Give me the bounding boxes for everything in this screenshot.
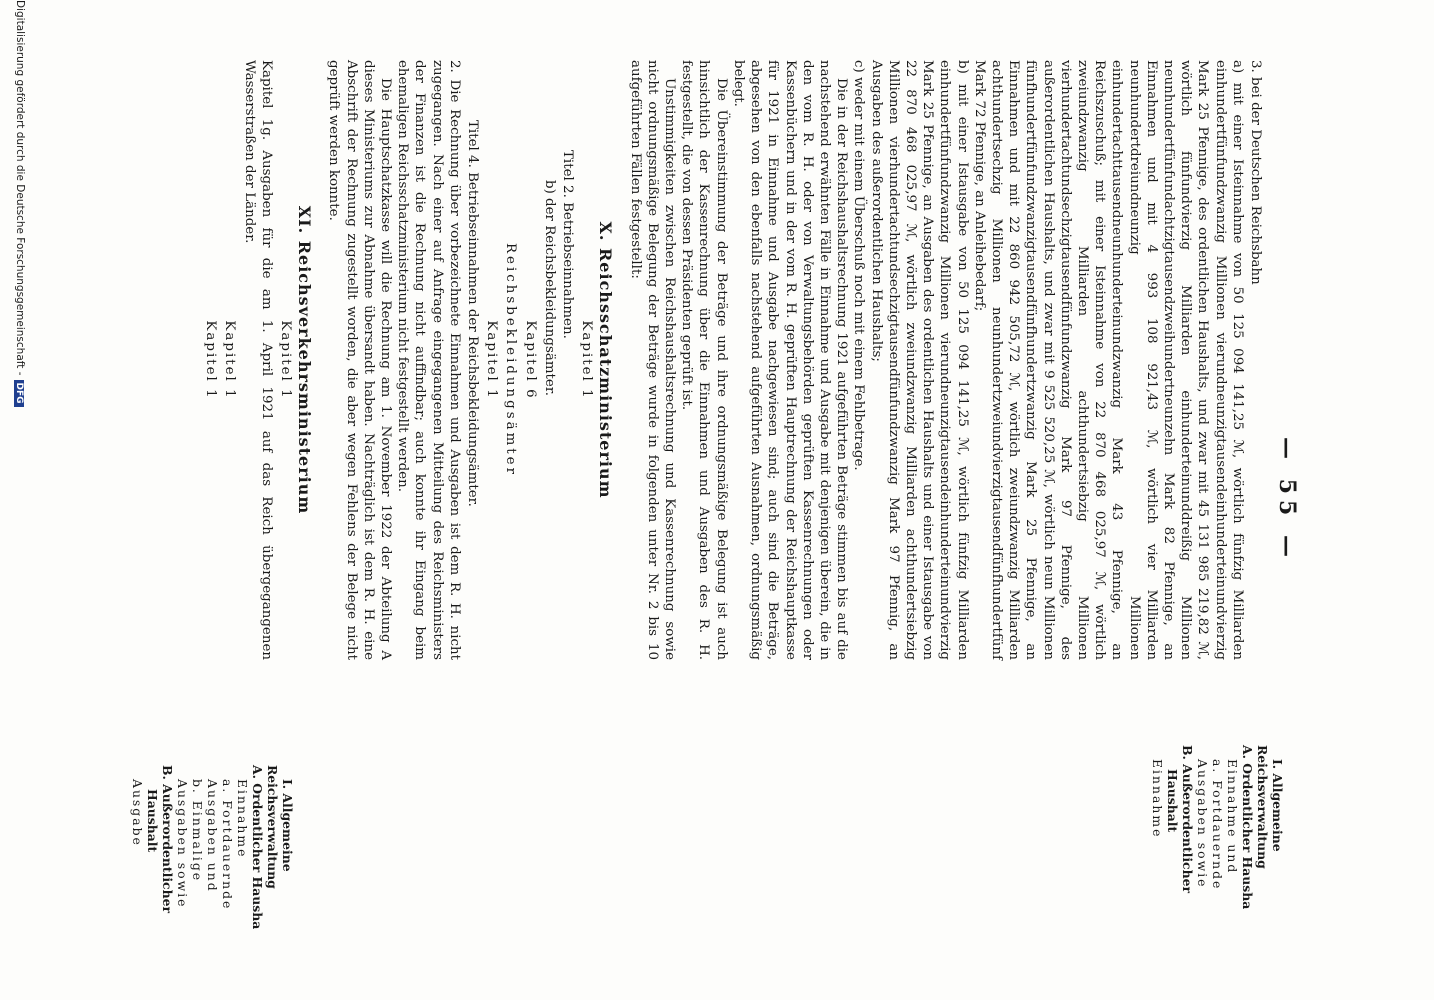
kapitel-1g: Kapitel 1g. Ausgaben für die am 1. April 1921 auf das Reich übergegangenen Wasserstraßen der Länder. [241, 60, 274, 660]
side1-line: I. Allgemeine [1270, 759, 1285, 852]
side2-line: Ausgabe [130, 779, 145, 847]
reichsbekleidungsaemter-heading: Reichsbekleidungsämter [503, 242, 519, 478]
section3-heading: 3. bei der Deutschen Reichsbahn [1248, 60, 1263, 285]
footer-text: Digitalisierung gefördert durch die Deutsche Forschungsgemeinschaft - [14, 0, 26, 376]
titel-2-b: b) der Reichsbekleidungsämter. [541, 180, 557, 397]
paragraph-2: Die Übereinstimmung der Beträge und ihre ordnungsmäßige Belegung ist auch hinsichtlich der Kassenrechnung über die Einnahmen und Ausgaben des R. H. festgestellt, die von dessen Präsidenten geprüft ist. [679, 60, 729, 660]
titel-4: Titel 4. Betriebseinnahmen der Reichsbekleidungsämter. [465, 120, 481, 507]
page-number: — 55 — [1274, 437, 1300, 563]
titel-2: Titel 2. Betriebseinnahmen. [560, 150, 576, 339]
side2-line: b. Einmalige [190, 779, 205, 883]
side2-line: Einnahme [235, 779, 250, 859]
section-x-kapitel: Kapitel 1 [579, 320, 595, 400]
side1-line: Einnahme und [1225, 759, 1240, 875]
section-x-title: X. Reichsschatzministerium [596, 221, 616, 499]
side2-line: A. Ordentlicher Hausha [250, 765, 265, 930]
paragraph-3: Unstimmigkeiten zwischen Reichshaushaltsrechnung und Kassenrechnung sowie nicht ordnungsmäßige Belegung der Beträge wurde in folgenden unter Nr. 2 bis 10 aufgeführten Fällen festgestellt: [627, 60, 678, 660]
item-b: b) mit einer Istausgabe von 50 125 094 141,25 ℳ, wörtlich fünfzig Milliarden einhundertfünfundzwanzig Millionen vierundneunzigtausendeinhunderteinundvierzig Mark 25 Pfennige, an Ausgaben des ordentlichen Haushalts und einer Istausgabe von 22 870 468 025,97 ℳ, wörtlich zweiundzwanzig Milliarden achthundertsiebzig Millionen vierhundertachtundsechzigtausendfünfundzwanzig Mark 97 Pfennig, an Ausgaben des außerordentlichen Haushalts; [868, 60, 970, 660]
section-xi-kapitel-1b: Kapitel 1 [203, 320, 219, 400]
side1-line: Einnahme [1150, 759, 1165, 839]
paragraph-2b: Die Hauptschatzkasse will die Rechnung am 1. November 1922 der Abteilung A dieses Ministeriums zur Abnahme übersandt haben. Nachträglich ist dem R. H. eine Abschrift der Rechnung zugestellt worden, die aber wegen Fehlens der Belege nicht geprüft werden konnte. [326, 60, 394, 660]
paragraph-2a: 2. Die Rechnung über vorbezeichnete Einnahmen und Ausgaben ist dem R. H. nicht zugegangen. Nach einer auf Anfrage eingegangenen Mitteilung des Reichsministers der Finanzen ist die Rechnung nicht auffindbar; auch konnte ihr Eingang beim ehemaligen Reichsschatzministerium nicht festgestellt werden. [395, 60, 462, 660]
side2-line: a. Fortdauernde [220, 779, 235, 911]
kapitel-6: Kapitel 6 [522, 320, 538, 400]
item-a: a) mit einer Isteinnahme von 50 125 094 141,25 ℳ, wörtlich fünfzig Milliarden einhundertfünfundzwanzig Millionen vierundneunzigtausendeinhunderteinundvierzig Mark 25 Pfennige, des ordentlichen Haushalts, und zwar mit 45 131 985 219,82 ℳ, wörtlich fünfundvierzig Milliarden einhunderteinunddreißig Millionen neunhundertfünfundachtzigtausendzweihundertneunzehn Mark 82 Pfennige, an Einnahmen und mit 4 993 108 921,43 ℳ, wörtlich vier Milliarden neunhundertdreiundneunzig Millionen einhundertachttausendneunhunderteinundzwanzig Mark 43 Pfennige, an Reichszuschuß; mit einer Isteinnahme von 22 870 468 025,97 ℳ, wörtlich zweiundzwanzig Milliarden achthundertsiebzig Millionen vierhundertachtundsechzigtausendfünfundzwanzig Mark 97 Pfennige, des außerordentlichen Haushalts, und zwar mit 9 525 520,25 ℳ, wörtlich neun Millionen fünfhundertfünfundzwanzigtausendfünfhundertzwanzig Mark 25 Pfennige, an Einnahmen und mit 22 860 942 505,72 ℳ, wörtlich zweiundzwanzig Milliarden achthundertsechzig Millionen neunhundertzweiundvierzigtausendfünfhundertfünf Mark 72 Pfennige, an Anleihebedarf; [971, 60, 1245, 660]
side-margin-block-2 [130, 765, 295, 995]
section-xi-kapitel: Kapitel 1 [278, 320, 294, 400]
side2-line: Ausgaben sowie [175, 779, 190, 909]
side2-line: Ausgaben und [205, 779, 220, 893]
section-xi-title: XI. Reichsverkehrsministerium [295, 205, 315, 515]
main-text-column [200, 60, 1265, 660]
side-margin-block-1 [1150, 745, 1285, 995]
item-c: c) weder mit einem Überschuß noch mit einem Fehlbetrage. [851, 60, 867, 471]
side1-line: A. Ordentlicher Hausha [1240, 745, 1255, 910]
paragraph-1: Die in der Reichshaushaltsrechnung 1921 aufgeführten Beträge stimmen bis auf die nachstehend erwähnten Fälle in Einnahme und Ausgabe mit denjenigen überein, die in den vom R. H. oder von Verwaltungsbehörden geprüften Kassenrechnungen oder Kassenbüchern und in der vom R. H. geprüften Hauptrechnung der Reichshauptkasse für 1921 in Einnahme und Ausgabe nachgewiesen sind; auch sind die Beträge, abgesehen von den ebenfalls nachstehend aufgeführten Ausnahmen, ordnungsmäßig belegt. [730, 60, 850, 660]
dfg-logo: DFG [14, 380, 24, 407]
side2-line: I. Allgemeine [280, 779, 295, 872]
side1-line: a. Fortdauernde [1210, 759, 1225, 891]
side1-line: Reichsverwaltung [1255, 745, 1270, 869]
side2-line: Reichsverwaltung [265, 765, 280, 889]
kapitel-1-rba: Kapitel 1 [484, 320, 500, 400]
side1-line: Haushalt [1165, 769, 1180, 833]
digitization-footer [10, 0, 26, 1000]
side2-line: Haushalt [145, 789, 160, 853]
side2-line: B. Außerordentlicher [160, 765, 175, 913]
rotated-document-page [125, 0, 1305, 1000]
side1-line: Ausgaben sowie [1195, 759, 1210, 889]
side1-line: B. Außerordentlicher [1180, 745, 1195, 893]
section-xi-kapitel-1a: Kapitel 1 [222, 320, 238, 400]
